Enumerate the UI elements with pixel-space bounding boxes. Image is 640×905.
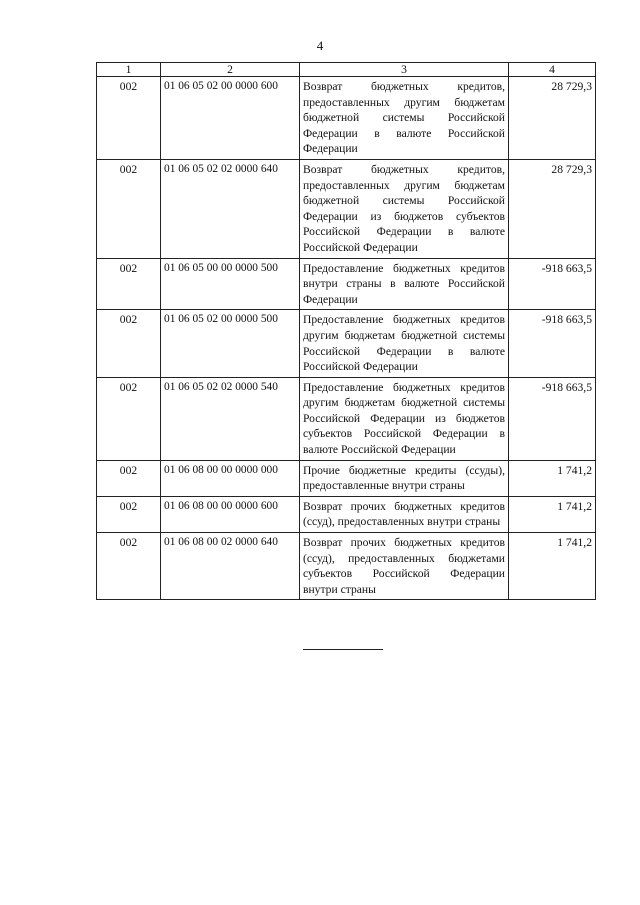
budget-sources-table <box>96 62 596 600</box>
table-row <box>97 77 596 160</box>
admin-code-cell: 002 <box>97 496 161 532</box>
item-name-cell: Предоставление бюджетных кредитов внутри страны в валюте Российской Федерации <box>300 258 509 310</box>
classification-code-cell: 01 06 05 02 00 0000 600 <box>161 77 300 160</box>
table-row <box>97 533 596 600</box>
table-row <box>97 496 596 532</box>
item-name-cell: Прочие бюджетные кредиты (ссуды), предоставленные внутри страны <box>300 460 509 496</box>
table-row <box>97 258 596 310</box>
classification-code-cell: 01 06 08 00 00 0000 000 <box>161 460 300 496</box>
column-header-3: 3 <box>300 63 509 77</box>
column-header-2: 2 <box>161 63 300 77</box>
admin-code-cell: 002 <box>97 533 161 600</box>
column-header-1: 1 <box>97 63 161 77</box>
classification-code-cell: 01 06 05 02 00 0000 500 <box>161 310 300 377</box>
admin-code-cell: 002 <box>97 377 161 460</box>
classification-code-cell: 01 06 08 00 02 0000 640 <box>161 533 300 600</box>
end-of-table-divider <box>303 649 383 650</box>
table-row <box>97 460 596 496</box>
item-name-cell: Предоставление бюджетных кредитов другим бюджетам бюджетной системы Российской Федерации в валюте Российской Федерации <box>300 310 509 377</box>
item-name-cell: Возврат бюджетных кредитов, предоставленных другим бюджетам бюджетной системы Российской Федерации из бюджетов субъектов Российской Федерации в валюте Российской Федерации <box>300 159 509 258</box>
item-name-cell: Предоставление бюджетных кредитов другим бюджетам бюджетной системы Российской Федерации из бюджетов субъектов Российской Федерации в валюте Российской Федерации <box>300 377 509 460</box>
admin-code-cell: 002 <box>97 159 161 258</box>
column-header-4: 4 <box>509 63 596 77</box>
table-row <box>97 159 596 258</box>
table-row <box>97 310 596 377</box>
admin-code-cell: 002 <box>97 77 161 160</box>
table-header-row <box>97 63 596 77</box>
amount-cell: -918 663,5 <box>509 258 596 310</box>
amount-cell: -918 663,5 <box>509 377 596 460</box>
item-name-cell: Возврат прочих бюджетных кредитов (ссуд), предоставленных бюджетами субъектов Российской Федерации внутри страны <box>300 533 509 600</box>
amount-cell: 28 729,3 <box>509 77 596 160</box>
classification-code-cell: 01 06 08 00 00 0000 600 <box>161 496 300 532</box>
item-name-cell: Возврат бюджетных кредитов, предоставленных другим бюджетам бюджетной системы Российской Федерации в валюте Российской Федерации <box>300 77 509 160</box>
admin-code-cell: 002 <box>97 460 161 496</box>
amount-cell: 1 741,2 <box>509 496 596 532</box>
classification-code-cell: 01 06 05 02 02 0000 640 <box>161 159 300 258</box>
item-name-cell: Возврат прочих бюджетных кредитов (ссуд), предоставленных внутри страны <box>300 496 509 532</box>
amount-cell: 28 729,3 <box>509 159 596 258</box>
table-row <box>97 377 596 460</box>
admin-code-cell: 002 <box>97 310 161 377</box>
amount-cell: -918 663,5 <box>509 310 596 377</box>
amount-cell: 1 741,2 <box>509 460 596 496</box>
classification-code-cell: 01 06 05 02 02 0000 540 <box>161 377 300 460</box>
admin-code-cell: 002 <box>97 258 161 310</box>
page-number: 4 <box>316 38 324 53</box>
classification-code-cell: 01 06 05 00 00 0000 500 <box>161 258 300 310</box>
amount-cell: 1 741,2 <box>509 533 596 600</box>
